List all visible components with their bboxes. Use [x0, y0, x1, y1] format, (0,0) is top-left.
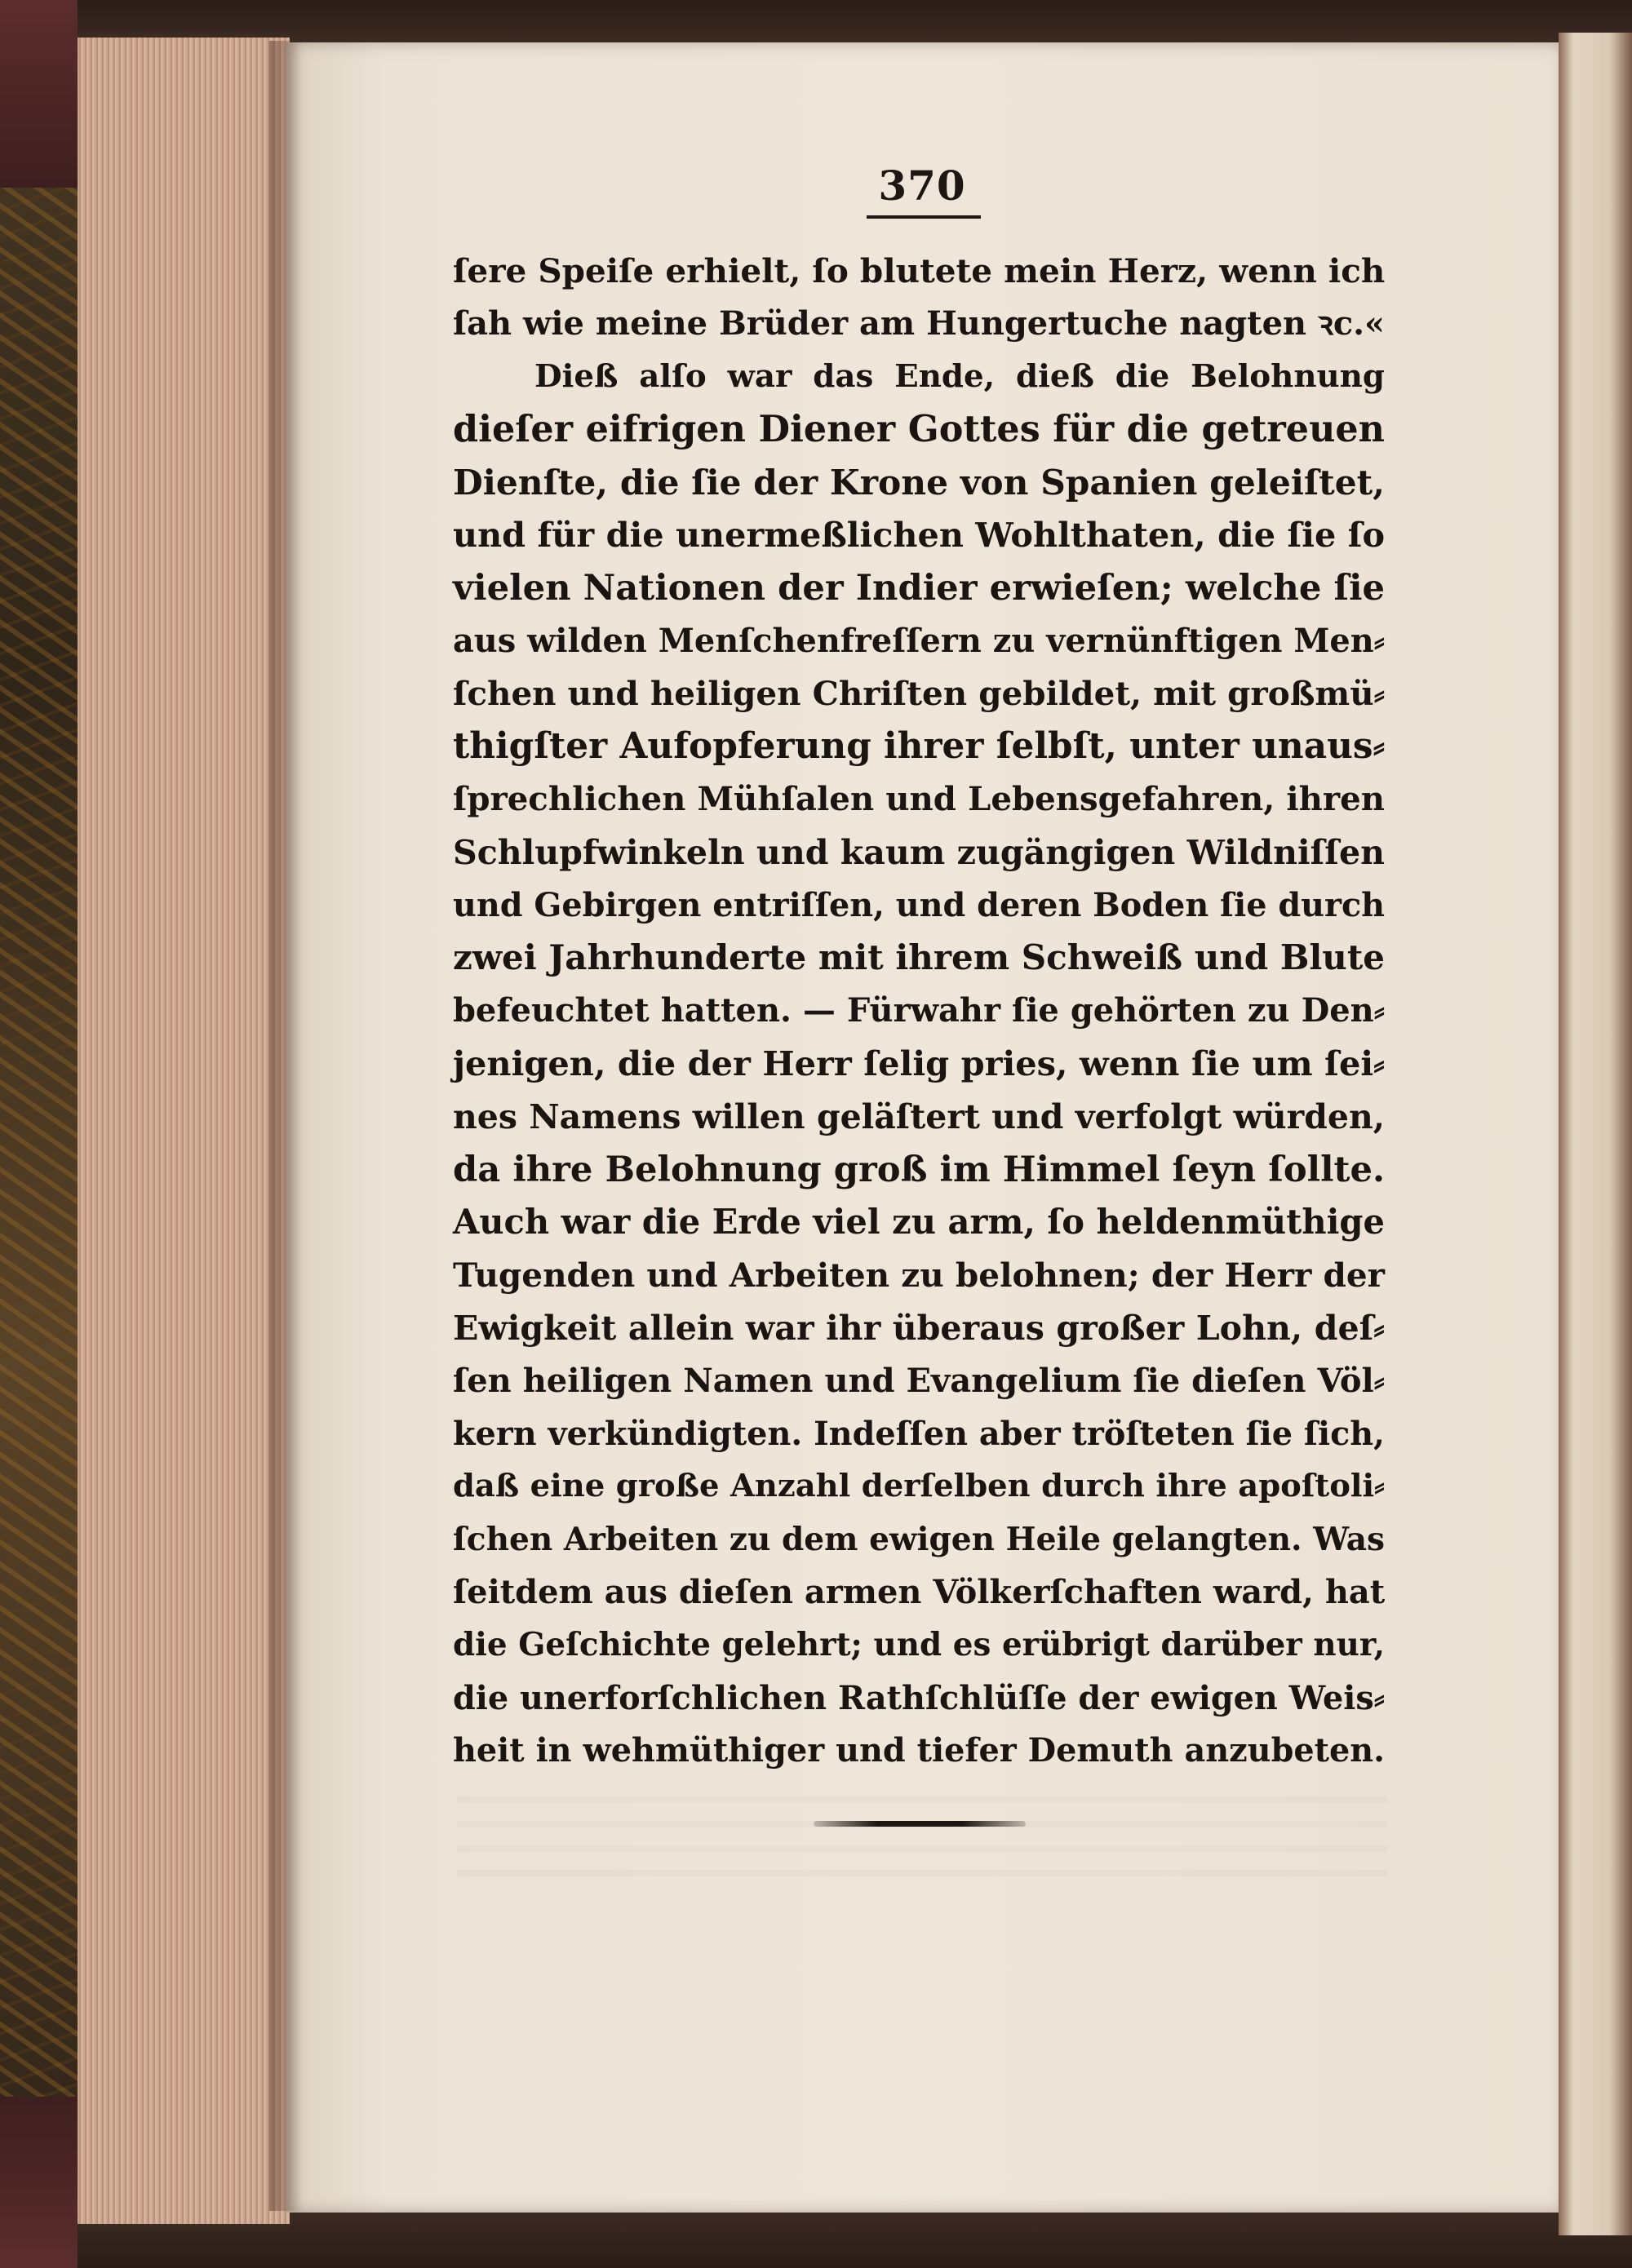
bleed-through	[457, 1787, 1387, 1876]
page-stack-edge	[78, 33, 290, 2229]
text-line: da ihre Belohnung groß im Himmel ſeyn ſollte.	[453, 1148, 1385, 1190]
text-line: Dienſte, die ſie der Krone von Spanien geleiſtet,	[453, 462, 1385, 503]
page-number: 370	[878, 162, 966, 210]
text-line: die unerforſchlichen Rathſchlüſſe der ewigen Weis⸗	[453, 1679, 1385, 1717]
text-line: und für die unermeßlichen Wohlthaten, die ſie ſo	[453, 514, 1386, 555]
text-line: ſchen Arbeiten zu dem ewigen Heile gelangten. Was	[453, 1521, 1386, 1559]
text-line: befeuchtet hatten. — Fürwahr ſie gehörten zu Den⸗	[453, 991, 1385, 1030]
text-line: ſen heiligen Namen und Evangelium ſie dieſen Völ⸗	[453, 1361, 1385, 1400]
text-line: vielen Nationen der Indier erwieſen; welche ſie	[453, 566, 1386, 609]
text-line: Dieß alſo war das Ende, dieß die Belohnung	[534, 357, 1385, 395]
text-line: dieſer eifrigen Diener Gottes für die getreuen	[453, 408, 1385, 451]
text-line: Ewigkeit allein war ihr überaus großer Lohn, deſ⸗	[453, 1307, 1385, 1348]
text-line: zwei Jahrhunderte mit ihrem Schweiß und Blute	[453, 937, 1385, 978]
background-bottom	[78, 2213, 1632, 2268]
book-cover-corner-bottom	[0, 2097, 78, 2268]
text-line: ſah wie meine Brüder am Hungertuche nagten ꝛc.«	[453, 304, 1385, 343]
body-text	[453, 245, 1385, 1778]
text-line: nes Namens willen geläſtert und verfolgt würden,	[453, 1096, 1385, 1136]
text-line: Auch war die Erde viel zu arm, ſo heldenmüthige	[453, 1202, 1385, 1243]
text-line: ſeitdem aus dieſen armen Völkerſchaften ward, hat	[453, 1573, 1386, 1611]
right-cover-edge	[1559, 33, 1632, 2235]
text-line: ſere Speiſe erhielt, ſo blutete mein Herz, wenn ich	[453, 251, 1386, 290]
book-cover-corner-top	[0, 0, 78, 188]
text-line: thigſter Aufopferung ihrer ſelbſt, unter unaus⸗	[453, 725, 1386, 768]
page-gutter-shadow	[269, 41, 302, 2211]
book-cover-marbled	[0, 0, 78, 2268]
text-line: daß eine große Anzahl derſelben durch ihre apoſtoli⸗	[453, 1468, 1385, 1505]
text-line: jenigen, die der Herr ſelig pries, wenn ſie um ſei⸗	[453, 1043, 1385, 1083]
page-number-rule	[867, 215, 981, 219]
text-line: aus wilden Menſchenfreſſern zu vernünftigen Men⸗	[453, 622, 1385, 660]
text-line: kern verkündigten. Indeſſen aber tröſteten ſie ſich,	[453, 1415, 1385, 1453]
text-line: die Geſchichte gelehrt; und es erübrigt darüber nur,	[453, 1626, 1385, 1663]
background-top	[78, 0, 1632, 42]
text-line: Tugenden und Arbeiten zu belohnen; der Herr der	[453, 1256, 1385, 1296]
text-line: und Gebirgen entriſſen, und deren Boden ſie durch	[453, 886, 1386, 924]
text-line: ſprechlichen Mühſalen und Lebensgefahren, ihren	[453, 779, 1385, 818]
text-line: heit in wehmüthiger und tiefer Demuth anzubeten.	[453, 1732, 1385, 1770]
end-rule	[814, 1821, 1026, 1827]
text-line: ſchen und heiligen Chriſten gebildet, mit großmü⸗	[453, 674, 1386, 714]
text-line: Schlupfwinkeln und kaum zugängigen Wildniſſen	[453, 831, 1385, 872]
